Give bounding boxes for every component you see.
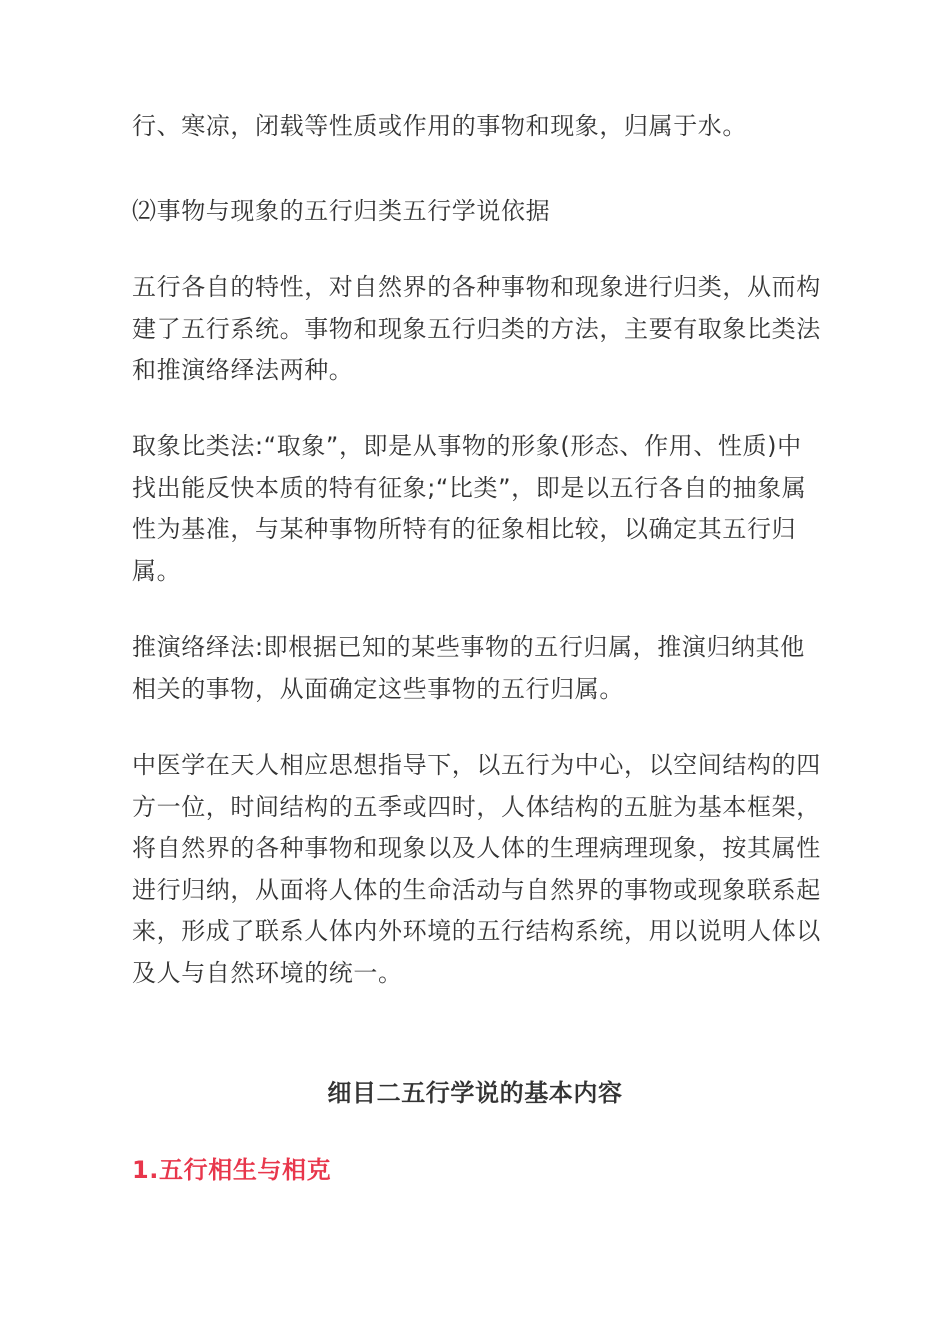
- paragraph-analogy-method: 取象比类法:“取象”，即是从事物的形象(形态、作用、性质)中找出能反快本质的特有征象;“比类”，即是以五行各自的抽象属性为基准，与某种事物所特有的征象相比较，以确定其五行归属。: [132, 432, 807, 585]
- paragraph-deduction-method: 推演络绎法:即根据已知的某些事物的五行归属，推演归纳其他相关的事物，从面确定这些事物的五行归属。: [132, 633, 805, 703]
- section-subtitle: 1.五行相生与相克: [132, 1156, 332, 1184]
- paragraph-classification-heading: ⑵事物与现象的五行归类五行学说依据: [132, 197, 551, 225]
- paragraph-water-attribution: 行、寒凉，闭载等性质或作用的事物和现象，归属于水。: [132, 112, 747, 140]
- paragraph-five-elements-system: 五行各自的特性，对自然界的各种事物和现象进行归类，从而构建了五行系统。事物和现象五行归类的方法，主要有取象比类法和推演络绎法两种。: [132, 273, 821, 384]
- section-title: 细目二五行学说的基本内容: [327, 1079, 623, 1107]
- paragraph-tcm-five-elements-structure: 中医学在天人相应思想指导下，以五行为中心，以空间结构的四方一位，时间结构的五季或四时，人体结构的五脏为基本框架，将自然界的各种事物和现象以及人体的生理病理现象，按其属性进行归纳，从面将人体的生命活动与自然界的事物或现象联系起来，形成了联系人体内外环境的五行结构系统，用以说明人体以及人与自然环境的统一。: [132, 751, 821, 987]
